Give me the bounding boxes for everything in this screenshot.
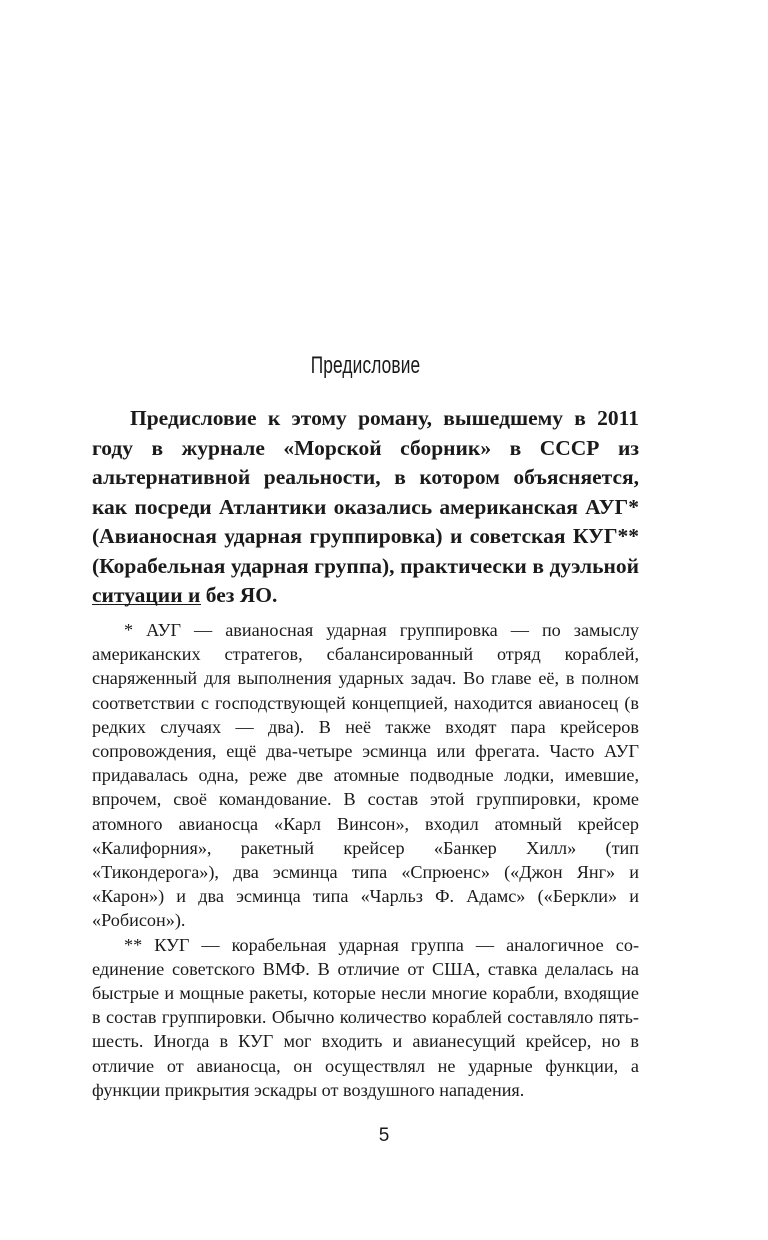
footnotes — [92, 618, 639, 1102]
lead-paragraph: Предисловие к этому роману, вышедшему в 2011 году в журнале «Морской сборник» в СССР из альтернативной реальности, в котором объясняется, как посреди Атлантики оказались американская АУГ* (Авианосная ударная группировка) и советская КУГ** (Корабельная ударная группа), практически в дуэльной ситуации и без ЯО. — [92, 406, 639, 607]
footnote-kug: ** КУГ — корабельная ударная группа — аналогичное соединение советского ВМФ. В отличие от США, ставка делалась на быстрые и мощные ракеты, которые несли многие корабли, входящие в состав группировки. Обычно количество кораблей составляло пять-шесть. Иногда в КУГ мог входить и авианесущий крейсер, но в отличие от авианосца, он осуществлял не ударные функции, а функции прикрытия эскадры от воздушного нападения. — [92, 934, 639, 1100]
footnote-separator — [92, 604, 201, 605]
chapter-title: Предисловие — [310, 352, 421, 379]
page-number: 5 — [378, 1125, 390, 1146]
footnote-aug: * АУГ — авианосная ударная группировка — по замыслу американских стратегов, сбалансированный отряд кораблей, снаряженный для выполнения ударных задач. Во главе её, в полном соответствии с господствующей концепцией, находится авианосец (в редких случаях — два). В неё также входят пара крейсеров сопровождения, ещё два-четыре эсминца или фрегата. Часто АУГ придавалась одна, реже две атомные подводные лодки, имевшие, впрочем, своё командование. В состав этой группировки, кроме атомного авианосца «Карл Винсон», входил атомный крейсер «Калифорния», ракетный крейсер «Банкер Хилл» (тип «Тикондерога»), два эсминца типа «Спрюенс» («Джон Янг» и «Карон») и два эсминца типа «Чарльз Ф. Адамс» («Беркли» и «Робисон»). — [92, 620, 639, 931]
